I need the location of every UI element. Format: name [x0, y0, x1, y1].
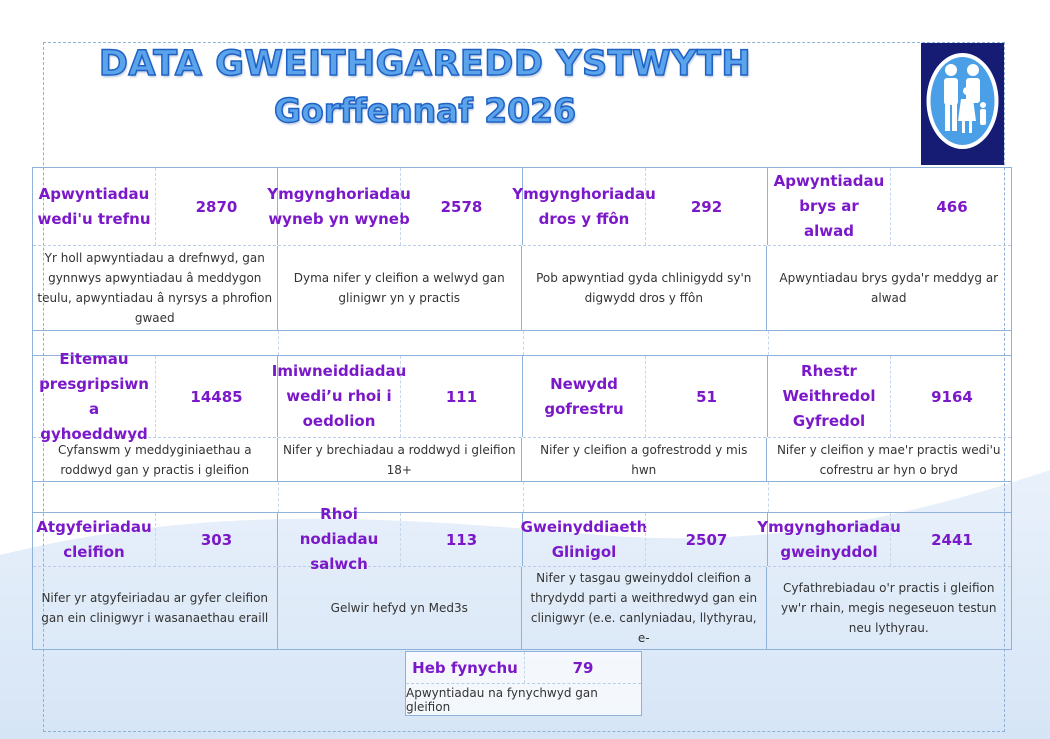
stat-value: 113: [400, 513, 523, 566]
stat-label: Rhoi nodiadau salwch: [299, 505, 379, 573]
stat-description: Apwyntiadau na fynychwyd gan gleifion: [406, 685, 598, 714]
stat-description: Yr holl apwyntiadau a drefnwyd, gan gynnwys apwyntiadau â meddygon teulu, apwyntiadau â nyrsys a phrofion gwaed: [33, 246, 278, 330]
stat-label: Gweinyddiaeth Glinigol: [520, 517, 648, 561]
stat-description: Gelwir hefyd yn Med3s: [278, 567, 523, 649]
stat-description: Nifer y brechiadau a roddwyd i gleifion 18+: [278, 438, 523, 481]
stat-label: Newydd gofrestru: [544, 374, 624, 418]
stat-description: Nifer y tasgau gweinyddol cleifion a thrydydd parti a weithredwyd gan ein clinigwyr (e.e. canlyniadau, llythyrau, e-: [522, 567, 767, 649]
stat-description: Pob apwyntiad gyda chlinigydd sy'n digwydd dros y ffôn: [522, 246, 767, 330]
stat-label: Atgyfeiriadau cleifion: [36, 517, 152, 561]
title-date: Gorffennaf 2026: [273, 91, 577, 130]
page-title: [60, 40, 790, 134]
stat-value: 111: [400, 356, 523, 437]
stat-value: 9164: [890, 356, 1013, 437]
stat-description: Apwyntiadau brys gyda'r meddyg ar alwad: [779, 271, 999, 305]
stat-value: 51: [645, 356, 768, 437]
logo: [921, 43, 1004, 165]
stat-value: 292: [645, 168, 768, 245]
stat-label: Ymgynghoriadau wyneb yn wyneb: [267, 184, 411, 228]
stat-description: Nifer yr atgyfeiriadau ar gyfer cleifion gan ein clinigwyr i wasanaethau eraill: [33, 567, 278, 649]
stat-value: 14485: [155, 356, 278, 437]
stat-description: Nifer y cleifion y mae'r practis wedi'u cofrestru ar hyn o bryd: [776, 442, 1001, 477]
stat-value: 466: [890, 168, 1013, 245]
title-main: DATA GWEITHGAREDD YSTWYTH: [98, 44, 752, 84]
family-icon: [921, 43, 1004, 165]
missed-appointments-table: [405, 651, 642, 716]
stat-label: Eitemau presgripsiwn a gyhoeddwyd: [39, 349, 149, 443]
stat-description: Dyma nifer y cleifion a welwyd gan glinigwr yn y practis: [278, 246, 523, 330]
stat-label: Ymgynghoriadau gweinyddol: [757, 517, 901, 561]
stat-description: Cyfanswm y meddyginiaethau a roddwyd gan y practis i gleifion: [33, 438, 278, 481]
stat-description: Cyfathrebiadau o'r practis i gleifion yw'r rhain, megis negeseuon testun neu lythyrau.: [780, 581, 997, 635]
stat-value: 303: [155, 513, 278, 566]
stat-label: Heb fynychu: [412, 658, 518, 677]
stat-value: 79: [524, 652, 641, 683]
stat-label: Imiwneiddiadau wedi’u rhoi i oedolion: [271, 362, 407, 430]
stat-label: Ymgynghoriadau dros y ffôn: [512, 184, 656, 228]
stat-value: 2507: [645, 513, 768, 566]
stats-section-1: [32, 167, 1012, 331]
stats-section-2: [32, 349, 1012, 482]
stat-value: 2578: [400, 168, 523, 245]
stats-section-3: [32, 505, 1012, 650]
section-spacer: [32, 482, 1012, 512]
stat-value: 2870: [155, 168, 278, 245]
stat-label: Apwyntiadau wedi'u trefnu: [37, 184, 151, 228]
section-spacer: [32, 331, 1012, 355]
stat-description: Nifer y cleifion a gofrestrodd y mis hwn: [522, 438, 767, 481]
stat-value: 2441: [890, 513, 1013, 566]
stat-label: Apwyntiadau brys ar alwad: [773, 172, 885, 240]
stat-label: Rhestr Weithredol Gyfredol: [782, 362, 876, 430]
